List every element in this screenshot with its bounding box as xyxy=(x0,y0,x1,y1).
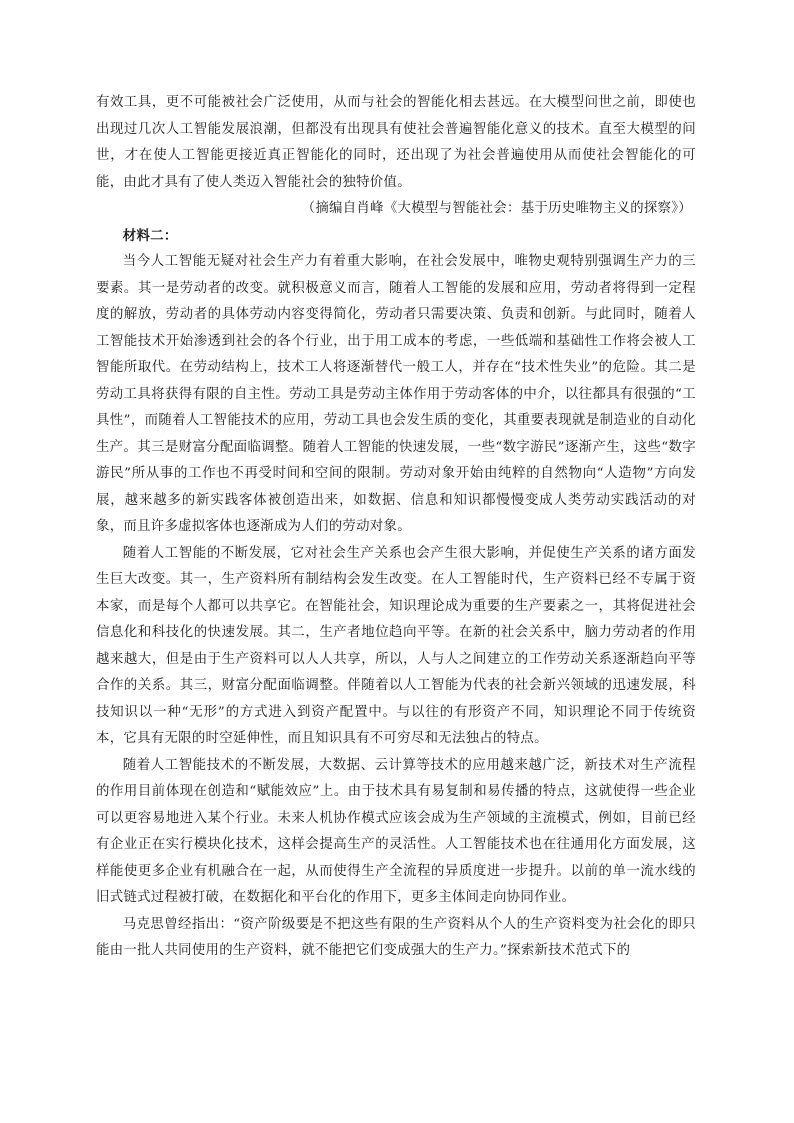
document-body xyxy=(96,90,696,965)
body-paragraph: 随着人工智能技术的不断发展，大数据、云计算等技术的应用越来越广泛，新技术对生产流程的作用目前体现在创造和“赋能效应”上。由于技术具有易复制和易传播的特点，这就使得一些企业可以更容易地进入某个行业。未来人机协作模式应该会成为生产领域的主流模式，例如，目前已经有企业正在实行模块化技术，这样会提高生产的灵活性。人工智能技术也在往通用化方面发展，这样能使更多企业有机融合在一起，从而使得生产全流程的异质度进一步提升。以前的单一流水线的旧式链式过程被打破，在数据化和平台化的作用下，更多主体间走向协同作业。 xyxy=(96,757,696,905)
material-heading: 材料二： xyxy=(122,227,178,244)
intro-paragraph: 有效工具，更不可能被社会广泛使用，从而与社会的智能化相去甚远。在大模型问世之前，即使也出现过几次人工智能发展浪潮，但都没有出现具有使社会普遍智能化意义的技术。直至大模型的问世，才在使人工智能更接近真正智能化的同时，还出现了为社会普遍使用从而使社会智能化的可能，由此才具有了使人类迈入智能社会的独特价值。 xyxy=(96,95,696,190)
citation: （摘编自肖峰《大模型与智能社会：基于历史唯物主义的探察》） xyxy=(301,201,692,216)
body-paragraph: 当今人工智能无疑对社会生产力有着重大影响，在社会发展中，唯物史观特别强调生产力的三要素。其一是劳动者的改变。就积极意义而言，随着人工智能的发展和应用，劳动者将得到一定程度的解放，劳动者的具体劳动内容变得简化，劳动者只需要决策、负责和创新。与此同时，随着人工智能技术开始渗透到社会的各个行业，出于用工成本的考虑，一些低端和基础性工作将会被人工智能所取代。在劳动结构上，技术工人将逐渐替代一般工人，并存在“技术性失业”的危险。其二是劳动工具将获得有限的自主性。劳动工具是劳动主体作用于劳动客体的中介，以往都具有很强的“工具性”，而随着人工智能技术的应用，劳动工具也会发生质的变化，其重要表现就是制造业的自动化生产。其三是财富分配面临调整。随着人工智能的快速发展，一些“数字游民”逐渐产生，这些“数字游民”所从事的工作也不再受时间和空间的限制。劳动对象开始由纯粹的自然物向“人造物”方向发展，越来越多的新实践客体被创造出来，如数据、信息和知识都慢慢变成人类劳动实践活动的对象，而且许多虚拟客体也逐渐成为人们的劳动对象。 xyxy=(96,254,696,534)
body-paragraph: 随着人工智能的不断发展，它对社会生产关系也会产生很大影响，并促使生产关系的诸方面发生巨大改变。其一，生产资料所有制结构会发生改变。在人工智能时代，生产资料已经不专属于资本家，而是每个人都可以共享它。在智能社会，知识理论成为重要的生产要素之一，其将促进社会信息化和科技化的快速发展。其二，生产者地位趋向平等。在新的社会关系中，脑力劳动者的作用越来越大，但是由于生产资料可以人人共享，所以，人与人之间建立的工作劳动关系逐渐趋向平等合作的关系。其三，财富分配面临调整。伴随着以人工智能为代表的社会新兴领域的迅速发展，科技知识以一种“无形”的方式进入到资产配置中。与以往的有形资产不同，知识理论不同于传统资本，它具有无限的时空延伸性，而且知识具有不可穷尽和无法独占的特点。 xyxy=(96,545,696,746)
body-paragraph: 马克思曾经指出：“资产阶级要是不把这些有限的生产资料从个人的生产资料变为社会化的即只能由一批人共同使用的生产资料，就不能把它们变成强大的生产力。”探索新技术范式下的 xyxy=(96,916,696,958)
